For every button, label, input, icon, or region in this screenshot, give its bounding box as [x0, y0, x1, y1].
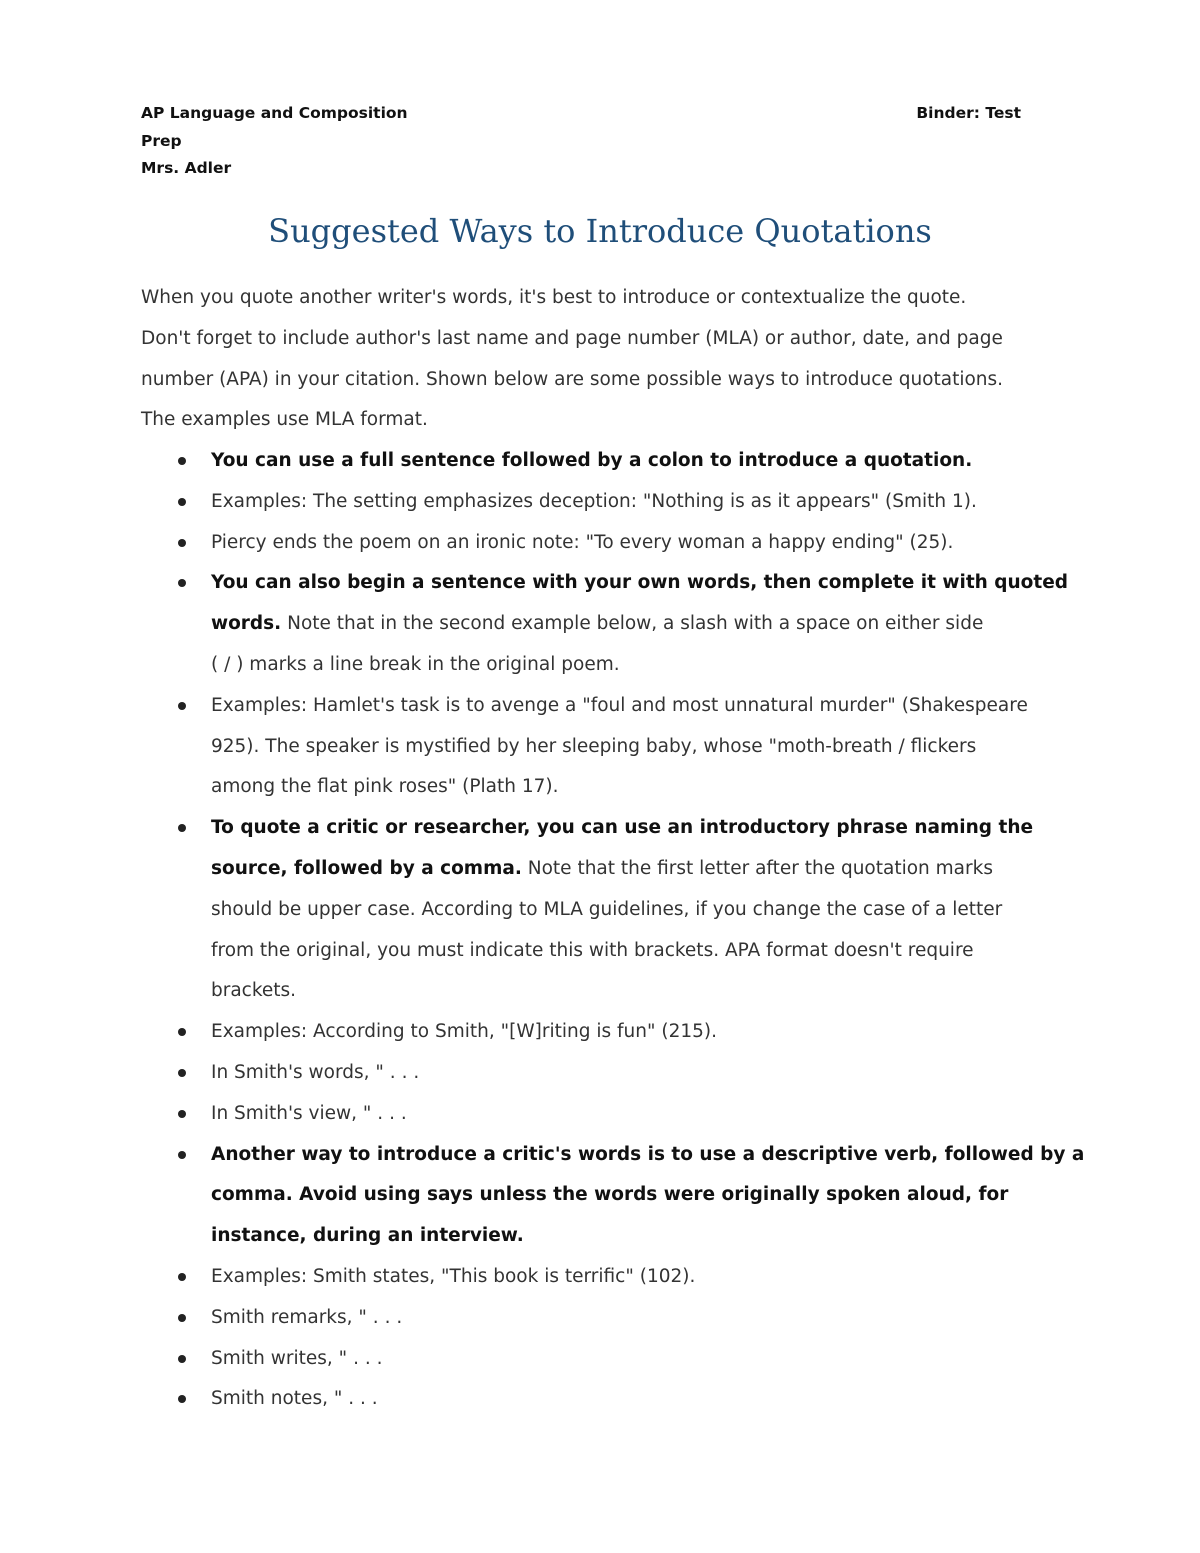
list-item [141, 523, 1071, 564]
list-item-text: brackets. [211, 980, 297, 1002]
list-item [141, 1094, 1071, 1135]
list-item [141, 563, 1071, 685]
list-item-text: ( / ) marks a line break in the original poem. [211, 653, 620, 675]
binder-label: Binder: Test [916, 104, 1021, 122]
list-item-text: among the flat pink roses" (Plath 17). [211, 776, 559, 798]
list-item-note-text: Note that in the second example below, a slash with a space on either side [281, 613, 984, 635]
list-item-text: Examples: The setting emphasizes deception: "Nothing is as it appears" (Smith 1). [211, 490, 977, 512]
list-item [141, 441, 1071, 482]
bullet-icon [178, 579, 186, 587]
course-name-continued: Prep [141, 131, 182, 150]
list-item [141, 1379, 1071, 1420]
list-item-text: You can use a full sentence followed by a colon to introduce a quotation. [211, 450, 973, 471]
list-item [141, 1053, 1071, 1094]
course-name: AP Language and Composition [141, 104, 408, 122]
teacher-name: Mrs. Adler [141, 159, 232, 177]
document-title: Suggested Ways to Introduce Quotations [268, 212, 932, 250]
list-item [141, 686, 1071, 808]
list-item-text: You can also begin a sentence with your own words, then complete it with quoted [211, 572, 1069, 594]
list-item-text-line [211, 849, 1071, 890]
list-item-text: from the original, you must indicate this with brackets. APA format doesn't require [211, 939, 974, 961]
bullet-icon [178, 1273, 186, 1281]
list-item [141, 1257, 1071, 1298]
bullet-icon [178, 1069, 186, 1077]
quotation-methods-list [141, 441, 1085, 1420]
bullet-icon [178, 498, 186, 506]
intro-line: Don't forget to include author's last name and page number (MLA) or author, date, and page [141, 327, 1003, 349]
intro-line: When you quote another writer's words, it's best to introduce or contextualize the quote. [141, 287, 967, 308]
list-item-text: 925). The speaker is mystified by her sleeping baby, whose "moth-breath / flickers [211, 735, 977, 757]
list-item-text: should be upper case. According to MLA guidelines, if you change the case of a letter [211, 898, 1003, 920]
list-item-text: In Smith's words, " . . . [211, 1061, 420, 1083]
list-item-text: Smith writes, " . . . [211, 1347, 383, 1369]
list-item [141, 1339, 1071, 1380]
list-item-text: To quote a critic or researcher, you can use an introductory phrase naming the [211, 817, 1034, 839]
bullet-icon [178, 1395, 186, 1403]
bullet-icon [178, 1151, 186, 1159]
list-item-text: Another way to introduce a critic's words is to use a descriptive verb, followed by a [211, 1143, 1085, 1165]
header-row [141, 100, 1021, 128]
bullet-icon [178, 1028, 186, 1036]
list-item-text: Examples: Smith states, "This book is terrific" (102). [211, 1265, 696, 1287]
bullet-icon [178, 824, 186, 832]
list-item-note-text: Note that the first letter after the quotation marks [521, 857, 993, 879]
list-item-text: comma. Avoid using says unless the words were originally spoken aloud, for [211, 1184, 1009, 1206]
list-item [141, 482, 1071, 523]
intro-paragraph [141, 278, 1061, 441]
bullet-icon [178, 702, 186, 710]
list-item-text: Smith remarks, " . . . [211, 1306, 403, 1328]
list-item [141, 1012, 1071, 1053]
bullet-icon [178, 539, 186, 547]
list-item-bold-text: source, followed by a comma. [211, 857, 522, 879]
list-item-text: Examples: Hamlet's task is to avenge a "foul and most unnatural murder" (Shakespeare [211, 694, 1028, 716]
list-item-text: In Smith's view, " . . . [211, 1102, 407, 1124]
bullet-icon [178, 457, 186, 465]
document-header [141, 100, 1021, 183]
bullet-icon [178, 1314, 186, 1322]
list-item-text: instance, during an interview. [211, 1225, 524, 1247]
list-item [141, 808, 1071, 1012]
intro-line: The examples use MLA format. [141, 409, 428, 431]
bullet-icon [178, 1110, 186, 1118]
list-item-text: Smith notes, " . . . [211, 1388, 378, 1410]
bullet-icon [178, 1355, 186, 1363]
list-item-text-line [211, 604, 1071, 645]
intro-line: number (APA) in your citation. Shown below are some possible ways to introduce quotations. [141, 368, 1004, 390]
list-item-bold-text: words. [211, 613, 282, 635]
list-item [141, 1298, 1071, 1339]
list-item-text: Examples: According to Smith, "[W]riting is fun" (215). [211, 1021, 717, 1043]
list-item [141, 1135, 1085, 1257]
list-item-text: Piercy ends the poem on an ironic note: "To every woman a happy ending" (25). [211, 531, 954, 553]
